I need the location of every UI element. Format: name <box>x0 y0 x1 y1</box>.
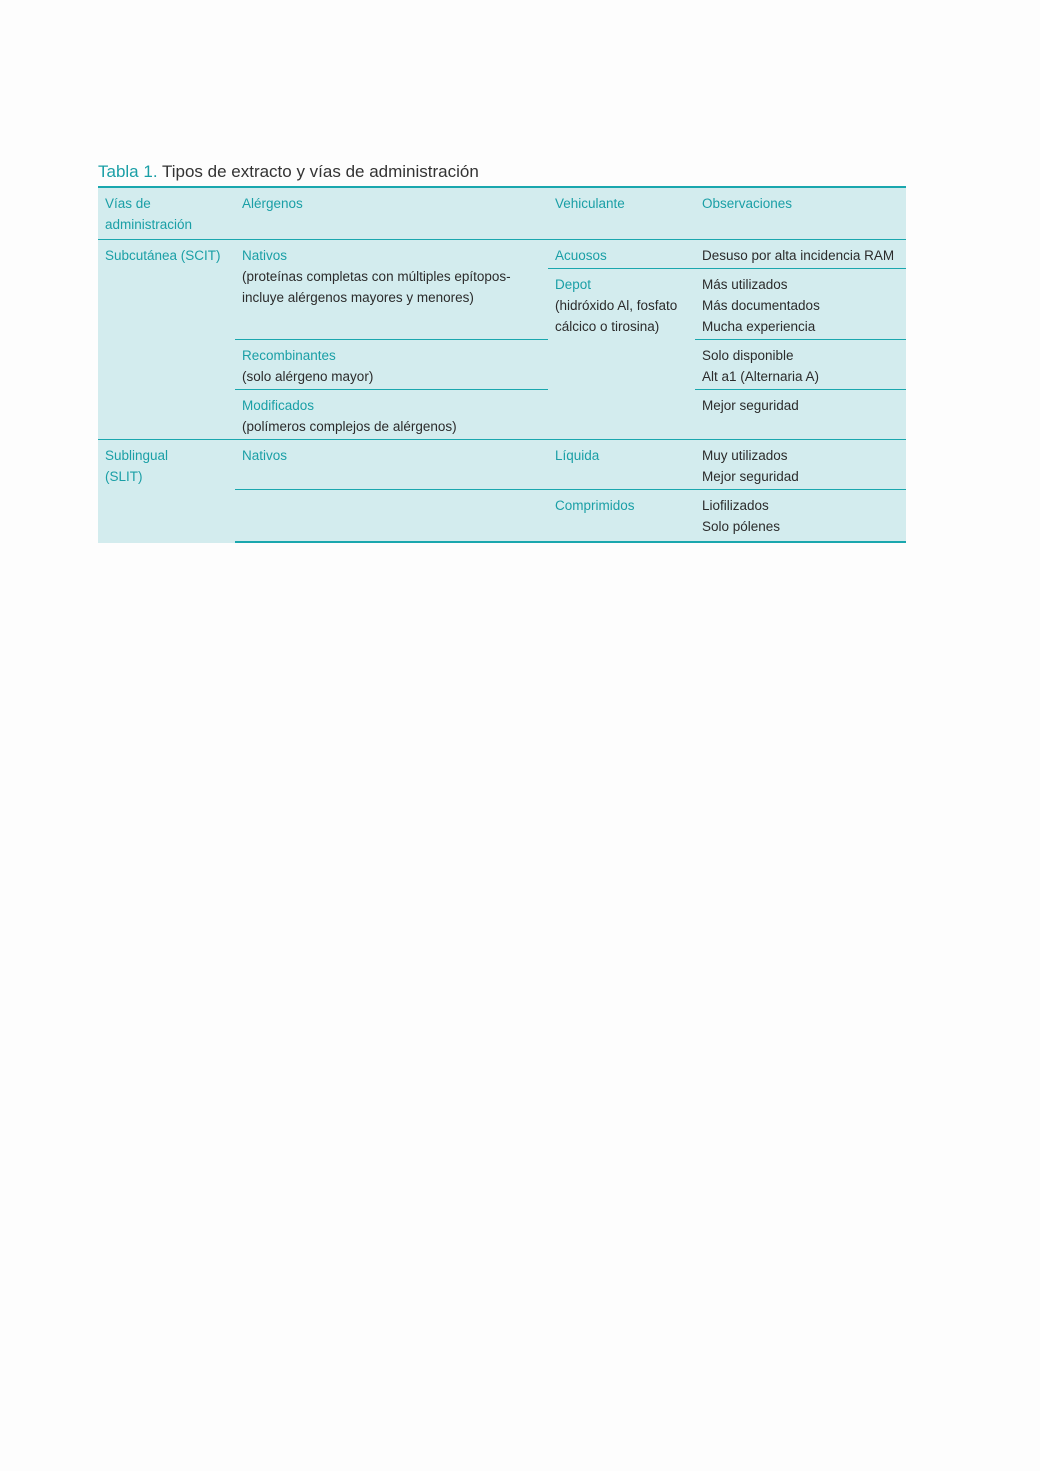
nativos-title: Nativos <box>242 248 288 263</box>
allergen-recombinantes <box>235 340 548 390</box>
allergen-modificados <box>235 390 548 440</box>
header-alergenos: Alérgenos <box>242 196 303 211</box>
depot-obs-2: Más documentados <box>702 298 820 313</box>
vehicle-comprimidos: Comprimidos <box>548 490 695 543</box>
nativos-desc-line1: (proteínas completas con múltiples epítopos- <box>242 269 511 284</box>
extract-types-table-container <box>98 186 906 543</box>
recomb-obs-1: Solo disponible <box>702 348 794 363</box>
liquida-obs-2: Mejor seguridad <box>702 469 799 484</box>
extract-types-table <box>98 186 906 543</box>
recomb-obs-2: Alt a1 (Alternaria A) <box>702 369 820 384</box>
obs-recombinantes <box>695 340 906 390</box>
header-vias-line2: administración <box>105 217 193 232</box>
depot-desc-line1: (hidróxido Al, fosfato <box>555 298 678 313</box>
allergen-nativos-scit <box>235 240 548 340</box>
table-caption <box>98 160 479 184</box>
allergen-nativos-slit: Nativos <box>235 440 548 490</box>
modificados-desc: (polímeros complejos de alérgenos) <box>242 419 457 434</box>
header-vias <box>98 187 235 240</box>
obs-depot <box>695 269 906 340</box>
header-vias-line1: Vías de <box>105 196 151 211</box>
depot-desc-line2: cálcico o tirosina) <box>555 319 660 334</box>
depot-obs-3: Mucha experiencia <box>702 319 816 334</box>
route-slit <box>98 440 235 543</box>
depot-obs-1: Más utilizados <box>702 277 788 292</box>
recombinantes-title: Recombinantes <box>242 348 336 363</box>
obs-comprimidos <box>695 490 906 543</box>
modificados-title: Modificados <box>242 398 315 413</box>
vehicle-liquida: Líquida <box>548 440 695 490</box>
table-header-row <box>98 187 906 240</box>
obs-liquida <box>695 440 906 490</box>
nativos-desc-line2: incluye alérgenos mayores y menores) <box>242 290 474 305</box>
vehicle-depot <box>548 269 695 440</box>
header-vehiculante: Vehiculante <box>555 196 625 211</box>
obs-acuosos: Desuso por alta incidencia RAM <box>695 240 906 269</box>
depot-title: Depot <box>555 277 592 292</box>
table-row <box>98 240 906 269</box>
table-row <box>98 440 906 490</box>
route-scit: Subcutánea (SCIT) <box>98 240 235 440</box>
allergen-empty <box>235 490 548 543</box>
liquida-obs-1: Muy utilizados <box>702 448 788 463</box>
slit-line1: Sublingual <box>105 448 169 463</box>
header-observaciones: Observaciones <box>702 196 793 211</box>
recombinantes-desc: (solo alérgeno mayor) <box>242 369 374 384</box>
obs-modificados: Mejor seguridad <box>695 390 906 440</box>
vehicle-acuosos: Acuosos <box>548 240 695 269</box>
comp-obs-2: Solo pólenes <box>702 519 781 534</box>
comp-obs-1: Liofilizados <box>702 498 769 513</box>
caption-text: Tipos de extracto y vías de administración <box>161 162 479 181</box>
slit-line2: (SLIT) <box>105 469 143 484</box>
caption-label: Tabla 1. <box>98 162 158 181</box>
